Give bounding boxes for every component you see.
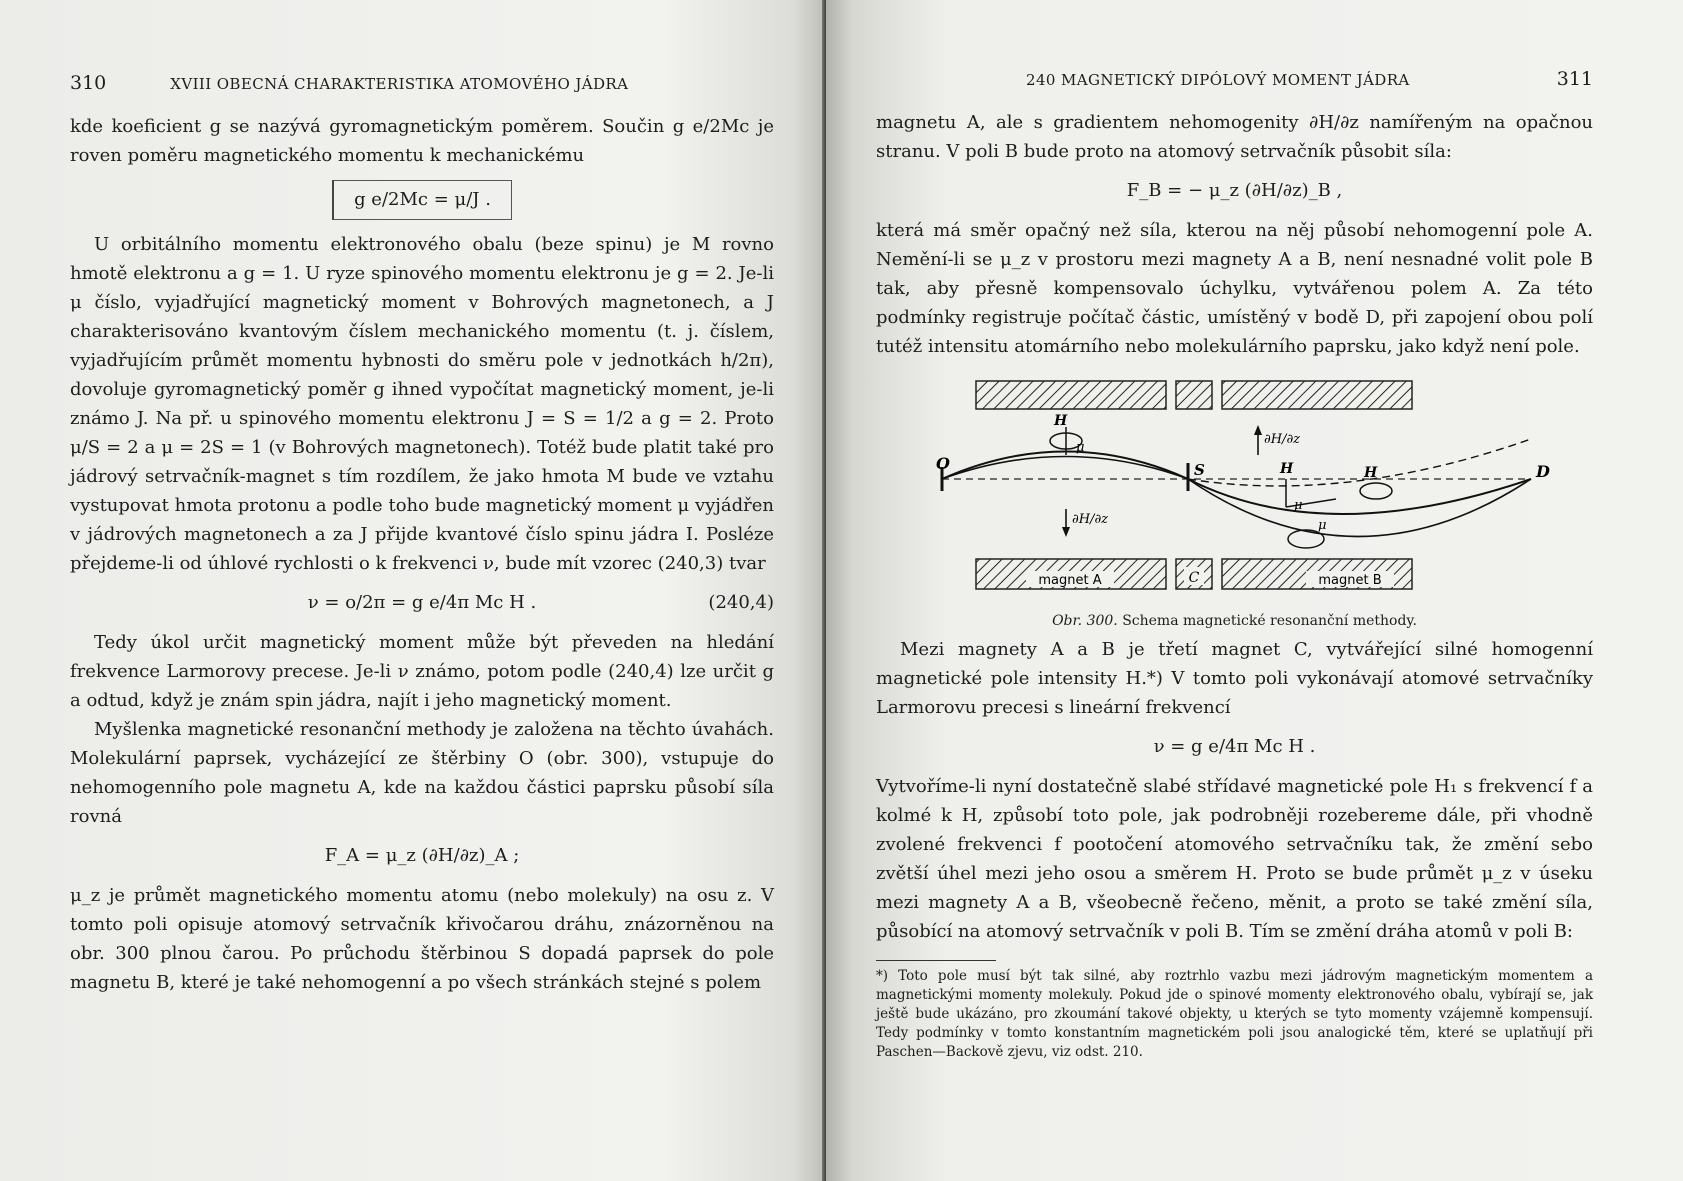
- deflected-trajectory: [942, 457, 1531, 537]
- left-page: [0, 0, 826, 1181]
- label-mu-3: μ: [1318, 518, 1327, 533]
- label-d: D: [1536, 462, 1550, 481]
- magnet-c-label: C: [1188, 570, 1200, 586]
- left-running-head: XVIII OBECNÁ CHARAKTERISTIKA ATOMOVÉHO JÁDRA: [170, 75, 629, 93]
- left-paragraph-4: Myšlenka magnetické resonanční methody je založena na těchto úvahách. Molekulární paprsek, vycházející ze štěrbiny O (obr. 300), vstupuje do nehomogenního pole magnetu A, kde na každou částici paprsku působí síla rovná: [70, 719, 774, 827]
- right-equation-1: [876, 176, 1593, 206]
- equation-number: (240,4): [708, 592, 774, 613]
- right-page-number: 311: [1556, 68, 1593, 90]
- right-paragraph-3: Mezi magnety A a B je třetí magnet C, vytvářející silné homogenní magnetické pole intensity H.*) V tomto poli vykonávají atomové setrvačníky Larmorovu precesi s lineární frekvencí: [876, 639, 1593, 718]
- gradient-down-label: ∂H/∂z: [1072, 512, 1109, 527]
- left-equation-3: [70, 841, 774, 871]
- footnote: *) Toto pole musí být tak silné, aby roztrhlo vazbu mezi jádrovým magnetickým momentem a magnetickými momenty molekuly. Pokud jde o spinové momenty elektronového obalu, vybírají se, jak ještě bude ukázáno, pro zkoumání takové objekty, u kterých se tyto momenty vzájemně kompensují. Tedy podmínky v tomto konstantním magnetickém poli jsou analogické těm, které se uplatňují při Paschen—Backově zjevu, viz odst. 210.: [876, 968, 1593, 1060]
- spinning-top-2: [1360, 483, 1392, 499]
- magnet-b-label: magnet B: [1318, 573, 1382, 588]
- right-paragraph-2: která má směr opačný než síla, kterou na něj působí nehomogenní pole A. Nemění-li se μ_z v prostoru mezi magnety A a B, není nesnadné volit pole B tak, aby přesně kompensovalo úchylku, vytvářenou polem A. Za této podmínky registruje počítač částic, umístěný v bodě D, při zapojení obou polí tutéž intensitu atomárního nebo molekulárního paprsku, jako když není pole.: [876, 220, 1593, 357]
- right-paragraph-4: Vytvoříme-li nyní dostatečně slabé střídavé magnetické pole H₁ s frekvencí f a kolmé k H, způsobí toto pole, jak podrobněji rozebereme dále, při vhodně zvolené frekvenci f pootočení atomového setrvačníku tak, že změní sebo zvětší úhel mezi jeho osou a směrem H. Proto se bude průmět μ_z v úseku mezi magnety A a B, všeobecně řečeno, měnit, a proto se také změní síla, působící na atomový setrvačník v poli B. Tím se změní dráha atomů v poli B:: [876, 776, 1593, 942]
- right-page-header: [876, 68, 1593, 108]
- label-mu-2: μ: [1294, 498, 1303, 513]
- left-page-number: 310: [70, 72, 107, 94]
- right-equation-2: [876, 732, 1593, 762]
- right-running-head: 240 MAGNETICKÝ DIPÓLOVÝ MOMENT JÁDRA: [1026, 71, 1410, 89]
- gradient-up-label: ∂H/∂z: [1264, 432, 1301, 447]
- dashed-trajectory: [1188, 439, 1531, 486]
- right-page: [826, 0, 1683, 1181]
- magnet-a-label: magnet A: [1038, 573, 1102, 588]
- right-paragraph-1: magnetu A, ale s gradientem nehomogenity ∂H/∂z namířeným na opačnou stranu. V poli B bude proto na atomový setrvačník působit síla:: [876, 112, 1593, 162]
- figure-300: [876, 379, 1593, 629]
- footnote-rule: [876, 960, 996, 961]
- figure-caption-label: Obr. 300.: [1052, 613, 1118, 629]
- force-a-equation: F_A = μ_z (∂H/∂z)_A ;: [324, 845, 520, 866]
- equation-240-4: ν = o/2π = g e/4π Mc H .: [307, 592, 537, 613]
- label-mu-1: μ: [1076, 440, 1085, 455]
- top-magnet-b: [1222, 381, 1412, 409]
- label-h-1: H: [1054, 413, 1068, 429]
- label-s: S: [1194, 461, 1205, 479]
- left-equation-1: [70, 180, 774, 220]
- left-paragraph-1: kde koeficient g se nazývá gyromagnetickým poměrem. Součin g e/2Mc je roven poměru magnetického momentu k mechanickému: [70, 116, 774, 166]
- label-o: O: [936, 454, 950, 473]
- left-page-header: [70, 72, 774, 112]
- left-paragraph-3: Tedy úkol určit magnetický moment může být převeden na hledání frekvence Larmorovy precese. Je-li ν známo, potom podle (240,4) lze určit g a odtud, když je znám spin jádra, najít i jeho magnetický moment.: [70, 632, 774, 711]
- top-magnet-a: [976, 381, 1166, 409]
- force-b-equation: F_B = − μ_z (∂H/∂z)_B ,: [1126, 180, 1343, 201]
- left-paragraph-2: U orbitálního momentu elektronového obalu (beze spinu) je M rovno hmotě elektronu a g = 1. U ryze spinového momentu elektronu je g = 2. Je-li μ číslo, vyjadřující magnetický moment v Bohrových magnetonech, a J charakterisováno kvantovým číslem mechanického momentu (t. j. číslem, vyjadřujícím průmět momentu hybnosti do směru pole v jednotkách h/2π), dovoluje gyromagnetický poměr g ihned vypočítat magnetický moment, je-li známo J. Na př. u spinového momentu elektronu J = S = 1/2 a g = 2. Proto μ/S = 2 a μ = 2S = 1 (v Bohrových magnetonech). Totéž bude platit také pro jádrový setrvačník-magnet s tím rozdílem, že jako hmota M bude ve vztahu vystupovat hmota protonu a podle toho bude magnetický moment μ vyjádřen v jádrových magnetonech a za J přijde kvantové číslo spinu jádra I. Posléze přejdeme-li od úhlové rychlosti o k frekvenci ν, bude mít vzorec (240,3) tvar: [70, 234, 774, 574]
- left-equation-2: [70, 588, 774, 618]
- boxed-formula: g e/2Mc = μ/J .: [332, 180, 512, 220]
- left-paragraph-5: μ_z je průmět magnetického momentu atomu (nebo molekuly) na osu z. V tomto poli opisuje atomový setrvačník křivočarou dráhu, znázorněnou na obr. 300 plnou čarou. Po průchodu štěrbinou S dopadá paprsek do pole magnetu B, které je také nehomogenní a po všech stránkách stejné s polem: [70, 885, 774, 993]
- label-h-3: H: [1364, 465, 1378, 481]
- solid-trajectory: [942, 452, 1531, 515]
- resonance-method-schema: [876, 379, 1576, 609]
- larmor-frequency-equation: ν = g e/4π Mc H .: [1153, 736, 1316, 757]
- figure-caption-text: Schema magnetické resonanční methody.: [1122, 613, 1417, 629]
- figure-caption: [876, 613, 1593, 629]
- top-magnet-c: [1176, 381, 1212, 409]
- label-h-2: H: [1280, 461, 1294, 477]
